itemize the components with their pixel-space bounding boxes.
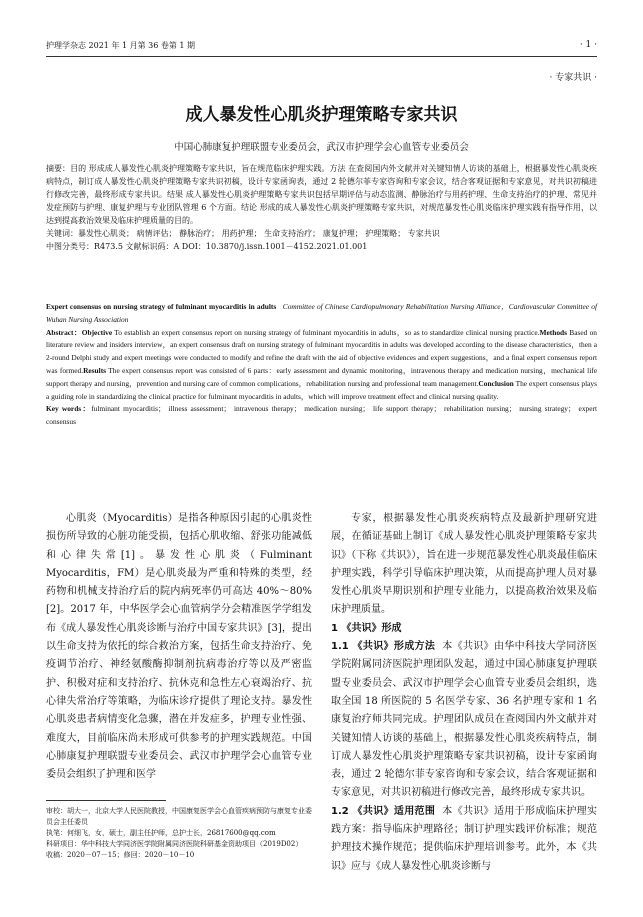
footnote-dates: 收稿：2020－07－15；修回：2020－10－10	[46, 851, 195, 859]
section-heading-1-2: 1.2 《共识》适用范围	[331, 805, 436, 817]
objective-text: To establish an expert consensus report on nursing strategy of fulminant myocarditis in adults，so as to standardize clinical nursing practice.	[112, 327, 540, 337]
page-number: · 1 ·	[579, 40, 597, 50]
chinese-abstract-text: 摘要：目的 形成成人暴发性心肌炎护理策略专家共识，旨在规范临床护理实践。方法 在查阅国内外文献并对关键知情人访谈的基础上，根据暴发性心肌炎疾病特点，制订成人暴发性心肌炎护理策略专家共识初稿，设计专家函询表，通过 2 轮德尔菲专家咨询和专家会议，结合客观证据和专家意见，对共识初稿进行修改完善，最终形成专家共识。结果 成人暴发性心肌炎护理策略专家共识包括早期评估与动态监测、静脉治疗与用药护理、生命支持治疗的护理、常见并发症预防与护理、康复护理与专业团队管理 6 个方面。结论 形成的成人暴发性心肌炎护理策略专家共识，对规范暴发性心肌炎临床护理实践有指导作用，以达到提高救治效果及临床护理质量的目的。	[46, 164, 597, 225]
column-tag: · 专家共识 ·	[549, 73, 597, 83]
chinese-abstract	[46, 162, 597, 253]
header-rule	[46, 56, 597, 57]
running-header	[46, 40, 597, 54]
english-title: Expert consensus on nursing strategy of fulminant myocarditis in adults	[46, 302, 277, 311]
english-affiliation: Committee of Chinese Cardiopulmonary Rehabilitation Nursing Alliance，Cardiovascular Committee of Wuhan Nursing Association	[46, 302, 597, 324]
english-abstract	[46, 301, 597, 429]
left-column	[46, 510, 312, 784]
journal-info: 护理学杂志 2021 年 1 月第 36 卷第 1 期	[46, 41, 196, 50]
footnotes	[46, 806, 312, 861]
english-keywords-label: Key words：	[46, 404, 92, 414]
article-authors: 中国心肺康复护理联盟专业委员会，武汉市护理学会心血管专业委员会	[174, 142, 469, 153]
right-column	[331, 510, 597, 876]
results-text: The expert consensus report was consisted of 6 parts：early assessment and dynamic monitoring，intravenous therapy and medication nursing，mechanical life support therapy and nursing，prevention and nursing care of common complications，rehabilitation nursing and professional team management.	[46, 365, 598, 388]
conclusion-label: Conclusion	[478, 378, 514, 388]
methods-text: Based on literature review and insiders interview，an expert consensus draft on nursing strategy of fulminant myocarditis in adults was developed according to the disease characteristics，then a 2-round Delphi study and expert meetings were conducted to modify and refine the draft with the aid of objective evidences and expert suggestions，and a final expert consensus report was formed.	[46, 327, 597, 375]
section-1-1-text: 本《共识》由华中科技大学同济医学院附属同济医院护理团队发起，通过中国心肺康复护理联盟专业委员会、武汉市护理学会心血管专业委员会组织，选取全国 18 所医院的 5 名医学专家、36 名护理专家和 1 名康复治疗师共同完成。护理团队成员在查阅国内外文献并对关键知情人访谈的基础上，根据暴发性心肌炎疾病特点，制订成人暴发性心肌炎护理策略专家共识初稿，设计专家函询表，通过 2 轮德尔菲专家咨询和专家会议，结合客观证据和专家意见，对共识初稿进行修改完善，最终形成专家共识。	[331, 641, 598, 799]
section-heading-1-1: 1.1 《共识》形成方法	[331, 641, 436, 653]
english-keywords: fulminant myocarditis； illness assessment； intravenous therapy； medication nursing； life support therapy； rehabilitation nursing； nursing strategy； expert consensus	[46, 404, 598, 427]
footnote-author: 执笔：何细飞，女，硕士，副主任护师，总护士长，26817600@qq.com	[46, 829, 276, 837]
intro-paragraph-cont: 专家，根据暴发性心肌炎疾病特点及最新护理研究进展，在循证基础上制订《成人暴发性心肌炎护理策略专家共识》（下称《共识》），旨在进一步规范暴发性心肌炎最佳临床护理实践，科学引导临床护理决策，从而提高护理人员对暴发性心肌炎早期识别和护理专业能力，以提高救治效果及临床护理质量。	[331, 513, 597, 616]
section-1-2-text: 本《共识》适用于形成临床护理实践方案：指导临床护理路径；制订护理实践评价标准；规范护理技术操作规范；提供临床护理培训参考。此外，本《共识》应与《成人暴发性心肌炎诊断与	[331, 805, 598, 872]
conclusion-text: The expert consensus plays a guiding role in standardizing the clinical practice for fulminant myocarditis in adults，which will improve treatment effect and clinical nursing quality.	[46, 378, 597, 401]
footnote-fund: 科研项目：华中科技大学同济医学院附属同济医院科研基金资助项目（2019D02）	[46, 840, 303, 848]
footnote-reviewer: 审校：胡大一，北京大学人民医院教授，中国康复医学会心血管疾病预防与康复专业委员会主任委员	[46, 807, 312, 826]
objective-label: Abstract：Objective	[46, 327, 113, 337]
section-heading-1: 1 《共识》形成	[331, 622, 402, 634]
intro-paragraph: 心肌炎（Myocarditis）是指各种原因引起的心肌炎性损伤所导致的心脏功能受损，包括心肌收缩、舒张功能减低和心律失常[1]。暴发性心肌炎（Fulminant Myocarditis，FM）是心肌炎最为严重和特殊的类型，经药物和机械支持治疗后的院内病死率仍可高达 40%～80%[2]。2017 年，中华医学会心血管病学分会精准医学学组发布《成人暴发性心肌炎诊断与治疗中国专家共识》[3]，提出以生命支持为依托的综合救治方案，包括生命支持治疗、免疫调节治疗、神经氨酸酶抑制剂抗病毒治疗等以及严密监护、积极对症和支持治疗、抗休克和急性左心衰竭治疗、抗心律失常治疗等策略，为临床诊疗提供了理论支持。暴发性心肌炎患者病情变化急骤，潜在并发症多，护理专业性强、难度大，目前临床尚未形成可供参考的护理实践规范。中国心肺康复护理联盟专业委员会、武汉市护理学会心血管专业委员会组织了护理和医学	[46, 513, 312, 781]
chinese-keywords: 关键词：暴发性心肌炎； 病情评估； 静脉治疗； 用药护理； 生命支持治疗； 康复护理； 护理策略； 专家共识	[46, 229, 440, 238]
footnote-rule	[46, 800, 166, 801]
results-label: Results	[83, 365, 107, 375]
article-title: 成人暴发性心肌炎护理策略专家共识	[185, 105, 458, 125]
methods-label: Methods	[539, 327, 568, 337]
classification-line: 中图分类号：R473.5 文献标识码：A DOI：10.3870/j.issn.1001－4152.2021.01.001	[46, 242, 368, 251]
